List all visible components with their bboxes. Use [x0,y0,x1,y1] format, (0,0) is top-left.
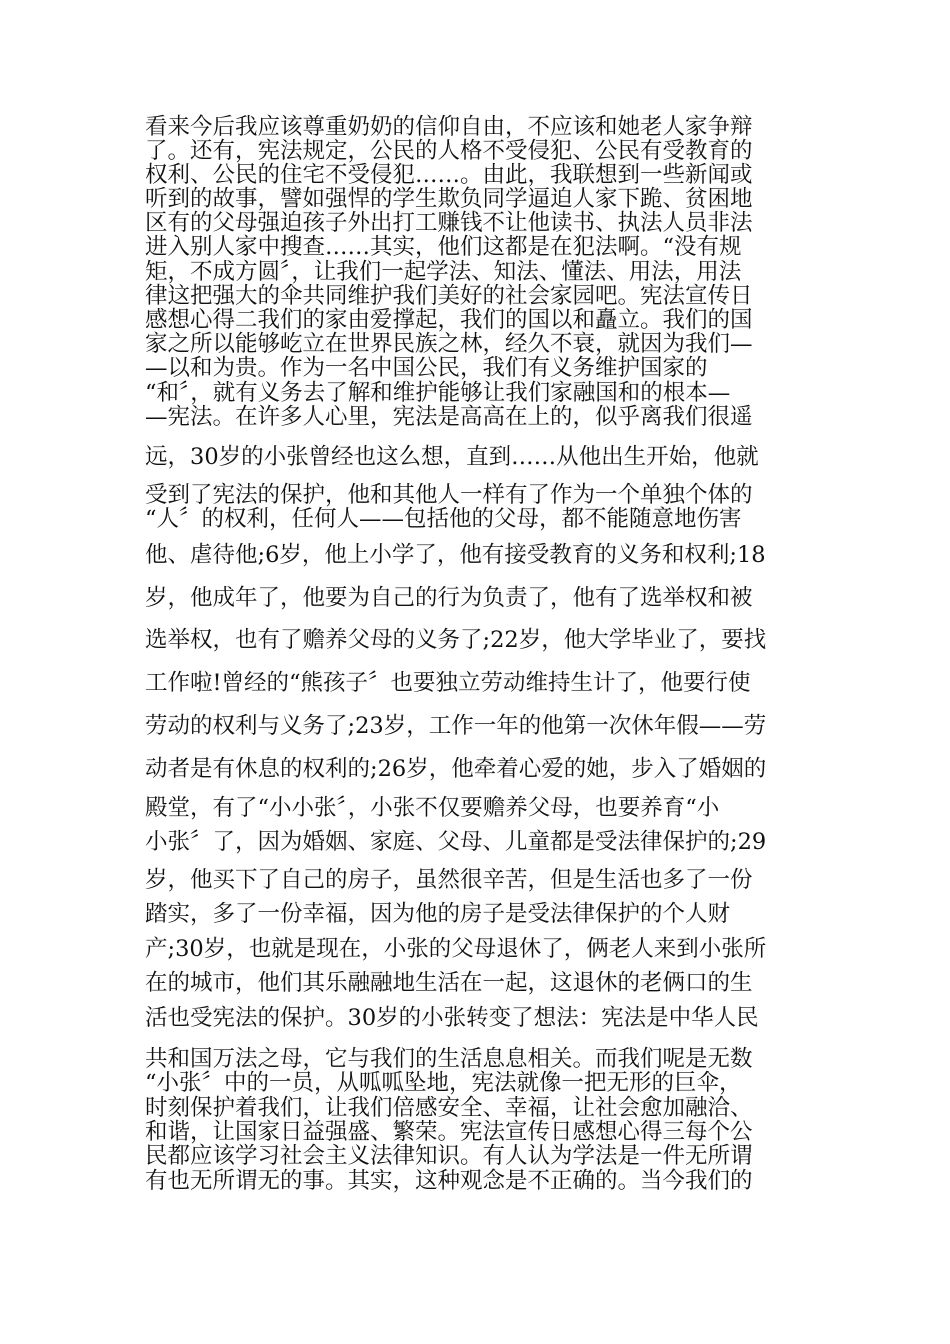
text-line: 岁，他买下了自己的房子，虽然很辛苦，但是生活也多了一份 [145,867,753,893]
text-line: 选举权，也有了赡养父母的义务了;22岁，他大学毕业了，要找 [145,627,767,653]
text-line: 在的城市，他们其乐融融地生活在一起，这退休的老俩口的生 [145,970,753,996]
text-line: 殿堂，有了“小小张〞，小张不仅要赡养父母，也要养育“小 [145,795,720,821]
text-line: 工作啦!曾经的“熊孩子〞也要独立劳动维持生计了，他要行使 [145,670,751,696]
text-line: 了。还有，宪法规定，公民的人格不受侵犯、公民有受教育的 [145,138,753,164]
text-line: 有也无所谓无的事。其实，这种观念是不正确的。当今我们的 [145,1168,753,1194]
text-line: “和〞，就有义务去了解和维护能够让我们家融国和的根本— [145,380,731,406]
text-line: 动者是有休息的权利的;26岁，他牵着心爱的她，步入了婚姻的 [145,756,767,782]
text-line: 区有的父母强迫孩子外出打工赚钱不让他读书、执法人员非法 [145,210,753,236]
text-line: 远，30岁的小张曾经也这么想，直到……从他出生开始，他就 [145,444,759,470]
text-line: 产;30岁，也就是现在，小张的父母退休了，俩老人来到小张所 [145,936,767,962]
text-line: 民都应该学习社会主义法律知识。有人认为学法是一件无所谓 [145,1143,753,1169]
text-line: 时刻保护着我们，让我们倍感安全、幸福，让社会愈加融洽、 [145,1095,753,1121]
text-line: 劳动的权利与义务了;23岁，工作一年的他第一次休年假——劳 [145,713,767,739]
text-line: 权利、公民的住宅不受侵犯……。由此，我联想到一些新闻或 [145,162,753,188]
text-line: 和谐，让国家日益强盛、繁荣。宪法宣传日感想心得三每个公 [145,1119,753,1145]
text-line: 听到的故事，譬如强悍的学生欺负同学逼迫人家下跪、贫困地 [145,186,753,212]
text-line: “人〞的权利，任何人——包括他的父母，都不能随意地伤害 [145,506,742,532]
text-line: 感想心得二我们的家由爱撑起，我们的国以和矗立。我们的国 [145,307,753,333]
text-line: 看来今后我应该尊重奶奶的信仰自由，不应该和她老人家争辩 [145,114,753,140]
text-line: 他、虐待他;6岁，他上小学了，他有接受教育的义务和权利;18 [145,542,766,568]
text-line: 矩，不成方圆〞，让我们一起学法、知法、懂法、用法，用法 [145,259,742,285]
text-line: “小张〞中的一员，从呱呱坠地，宪法就像一把无形的巨伞， [145,1070,742,1096]
text-line: 共和国万法之母，它与我们的生活息息相关。而我们呢是无数 [145,1046,753,1072]
text-line: —宪法。在许多人心里，宪法是高高在上的，似乎离我们很遥 [145,404,753,430]
text-line: 律这把强大的伞共同维护我们美好的社会家园吧。宪法宣传日 [145,283,753,309]
text-line: 踏实，多了一份幸福，因为他的房子是受法律保护的个人财 [145,901,731,927]
text-line: 家之所以能够屹立在世界民族之林，经久不衰，就因为我们— [145,331,753,357]
text-line: 活也受宪法的保护。30岁的小张转变了想法：宪法是中华人民 [145,1005,759,1031]
text-line: —以和为贵。作为一名中国公民，我们有义务维护国家的 [145,355,708,381]
text-line: 进入别人家中搜查……其实，他们这都是在犯法啊。“没有规 [145,234,742,260]
text-line: 岁，他成年了，他要为自己的行为负责了，他有了选举权和被 [145,585,753,611]
text-line: 小张〞了，因为婚姻、家庭、父母、儿童都是受法律保护的;29 [145,829,767,855]
text-line: 受到了宪法的保护，他和其他人一样有了作为一个单独个体的 [145,482,753,508]
